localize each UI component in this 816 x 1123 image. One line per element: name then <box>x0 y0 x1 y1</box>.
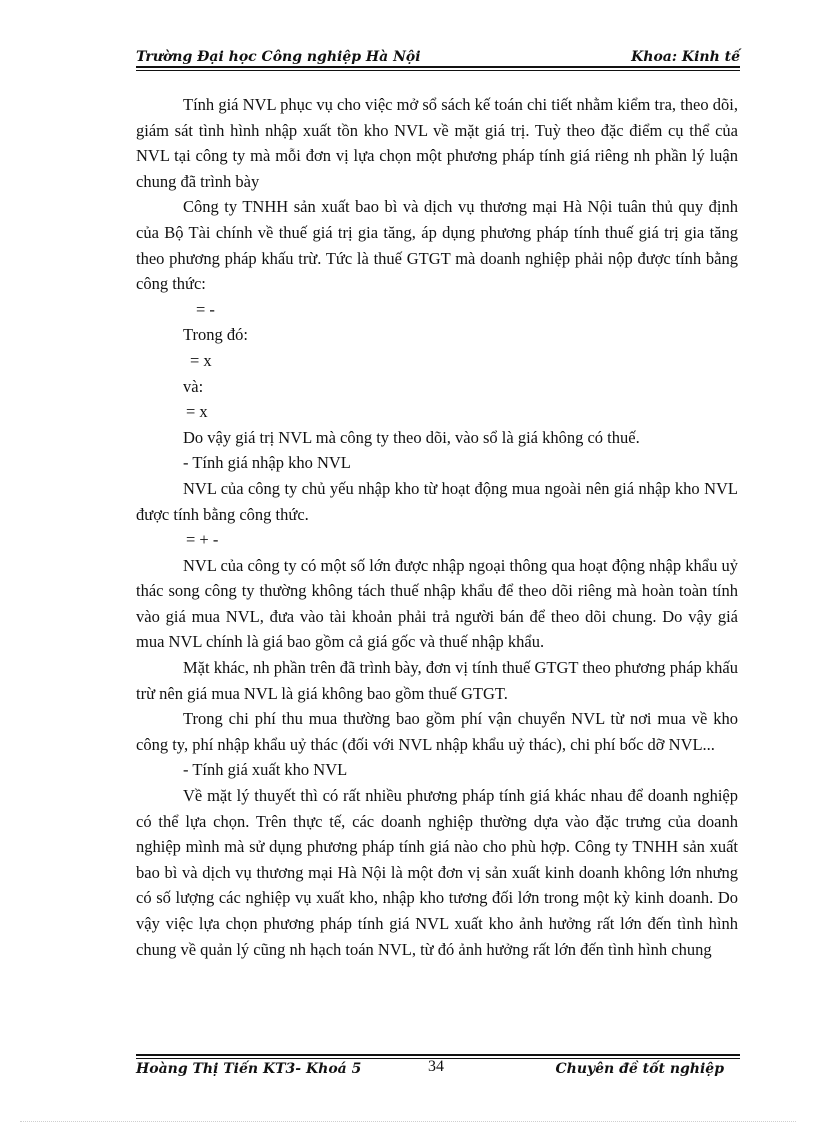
section-heading: - Tính giá xuất kho NVL <box>183 760 348 780</box>
document-body <box>136 92 738 962</box>
page-header <box>136 46 740 68</box>
paragraph: và: <box>183 376 204 396</box>
header-rule-thin <box>136 70 740 71</box>
paragraph: Trong đó: <box>183 325 248 345</box>
footer-title: Chuyên đề tốt nghiệp <box>555 1061 724 1077</box>
footer-author: Hoàng Thị Tiến KT3- Khoá 5 <box>136 1061 362 1077</box>
paragraph: Về mặt lý thuyết thì có rất nhiều phương pháp tính giá khác nhau để doanh nghiệp có thể lựa chọn. Trên thực tế, các doanh nghiệp thường dựa vào đặc trưng của doanh nghiệp mình mà sử dụng phương pháp tính giá nào cho phù hợp. Công ty TNHH sản xuất bao bì và dịch vụ thương mại Hà Nội là một đơn vị sản xuất kinh doanh không lớn nhưng có số lượng các nghiệp vụ xuất kho, nhập kho tương đối lớn trong một kỳ kinh doanh. Do vậy việc lựa chọn phương pháp tính giá NVL xuất kho ảnh hưởng rất lớn đến tình hình chung về quản lý cũng nh hạch toán NVL, từ đó ảnh hưởng rất lớn đến tình hình chung <box>136 786 738 959</box>
formula: = x <box>190 350 212 370</box>
paragraph: Công ty TNHH sản xuất bao bì và dịch vụ thương mại Hà Nội tuân thủ quy định của Bộ Tài chính về thuế giá trị gia tăng, áp dụng phương pháp tính thuế giá trị gia tăng theo phương pháp khấu trừ. Tức là thuế GTGT mà doanh nghiệp phải nộp được tính bằng công thức: <box>136 197 738 294</box>
paragraph: Tính giá NVL phục vụ cho việc mở sổ sách kế toán chi tiết nhằm kiểm tra, theo dõi, giám sát tình hình nhập xuất tồn kho NVL về mặt giá trị. Tuỳ theo đặc điểm cụ thể của NVL tại công ty mà mỗi đơn vị lựa chọn một phương pháp tính giá riêng nh phần lý luận chung đã trình bày <box>136 95 738 191</box>
page-footer <box>136 1058 740 1078</box>
formula: = - <box>196 299 215 319</box>
paragraph: NVL của công ty chủ yếu nhập kho từ hoạt động mua ngoài nên giá nhập kho NVL được tính bằng công thức. <box>136 478 738 524</box>
page-number: 34 <box>428 1058 444 1075</box>
page-bottom-divider <box>20 1121 796 1122</box>
header-school: Trường Đại học Công nghiệp Hà Nội <box>136 49 421 65</box>
paragraph: Do vậy giá trị NVL mà công ty theo dõi, vào sổ là giá không có thuế. <box>183 427 640 447</box>
paragraph: NVL của công ty có một số lớn được nhập ngoại thông qua hoạt động nhập khẩu uỷ thác song công ty thường không tách thuế nhập khẩu để theo dõi riêng mà hoàn toàn tính vào giá mua NVL, đưa vào tài khoản phải trả người bán để theo dõi chung. Do vậy giá mua NVL chính là giá bao gồm cả giá gốc và thuế nhập khẩu. <box>136 555 738 652</box>
paragraph: Trong chi phí thu mua thường bao gồm phí vận chuyển NVL từ nơi mua về kho công ty, phí nhập khẩu uỷ thác (đối với NVL nhập khẩu uỷ thác), chi phí bốc dỡ NVL... <box>136 709 738 754</box>
footer-rule <box>136 1054 740 1056</box>
formula: = x <box>186 402 208 422</box>
formula: = + - <box>186 530 219 550</box>
header-rule <box>136 66 740 68</box>
paragraph: Mặt khác, nh phần trên đã trình bày, đơn vị tính thuế GTGT theo phương pháp khấu trừ nên giá mua NVL là giá không bao gồm thuế GTGT. <box>136 658 738 703</box>
section-heading: - Tính giá nhập kho NVL <box>183 453 351 473</box>
header-faculty: Khoa: Kinh tế <box>631 49 740 65</box>
